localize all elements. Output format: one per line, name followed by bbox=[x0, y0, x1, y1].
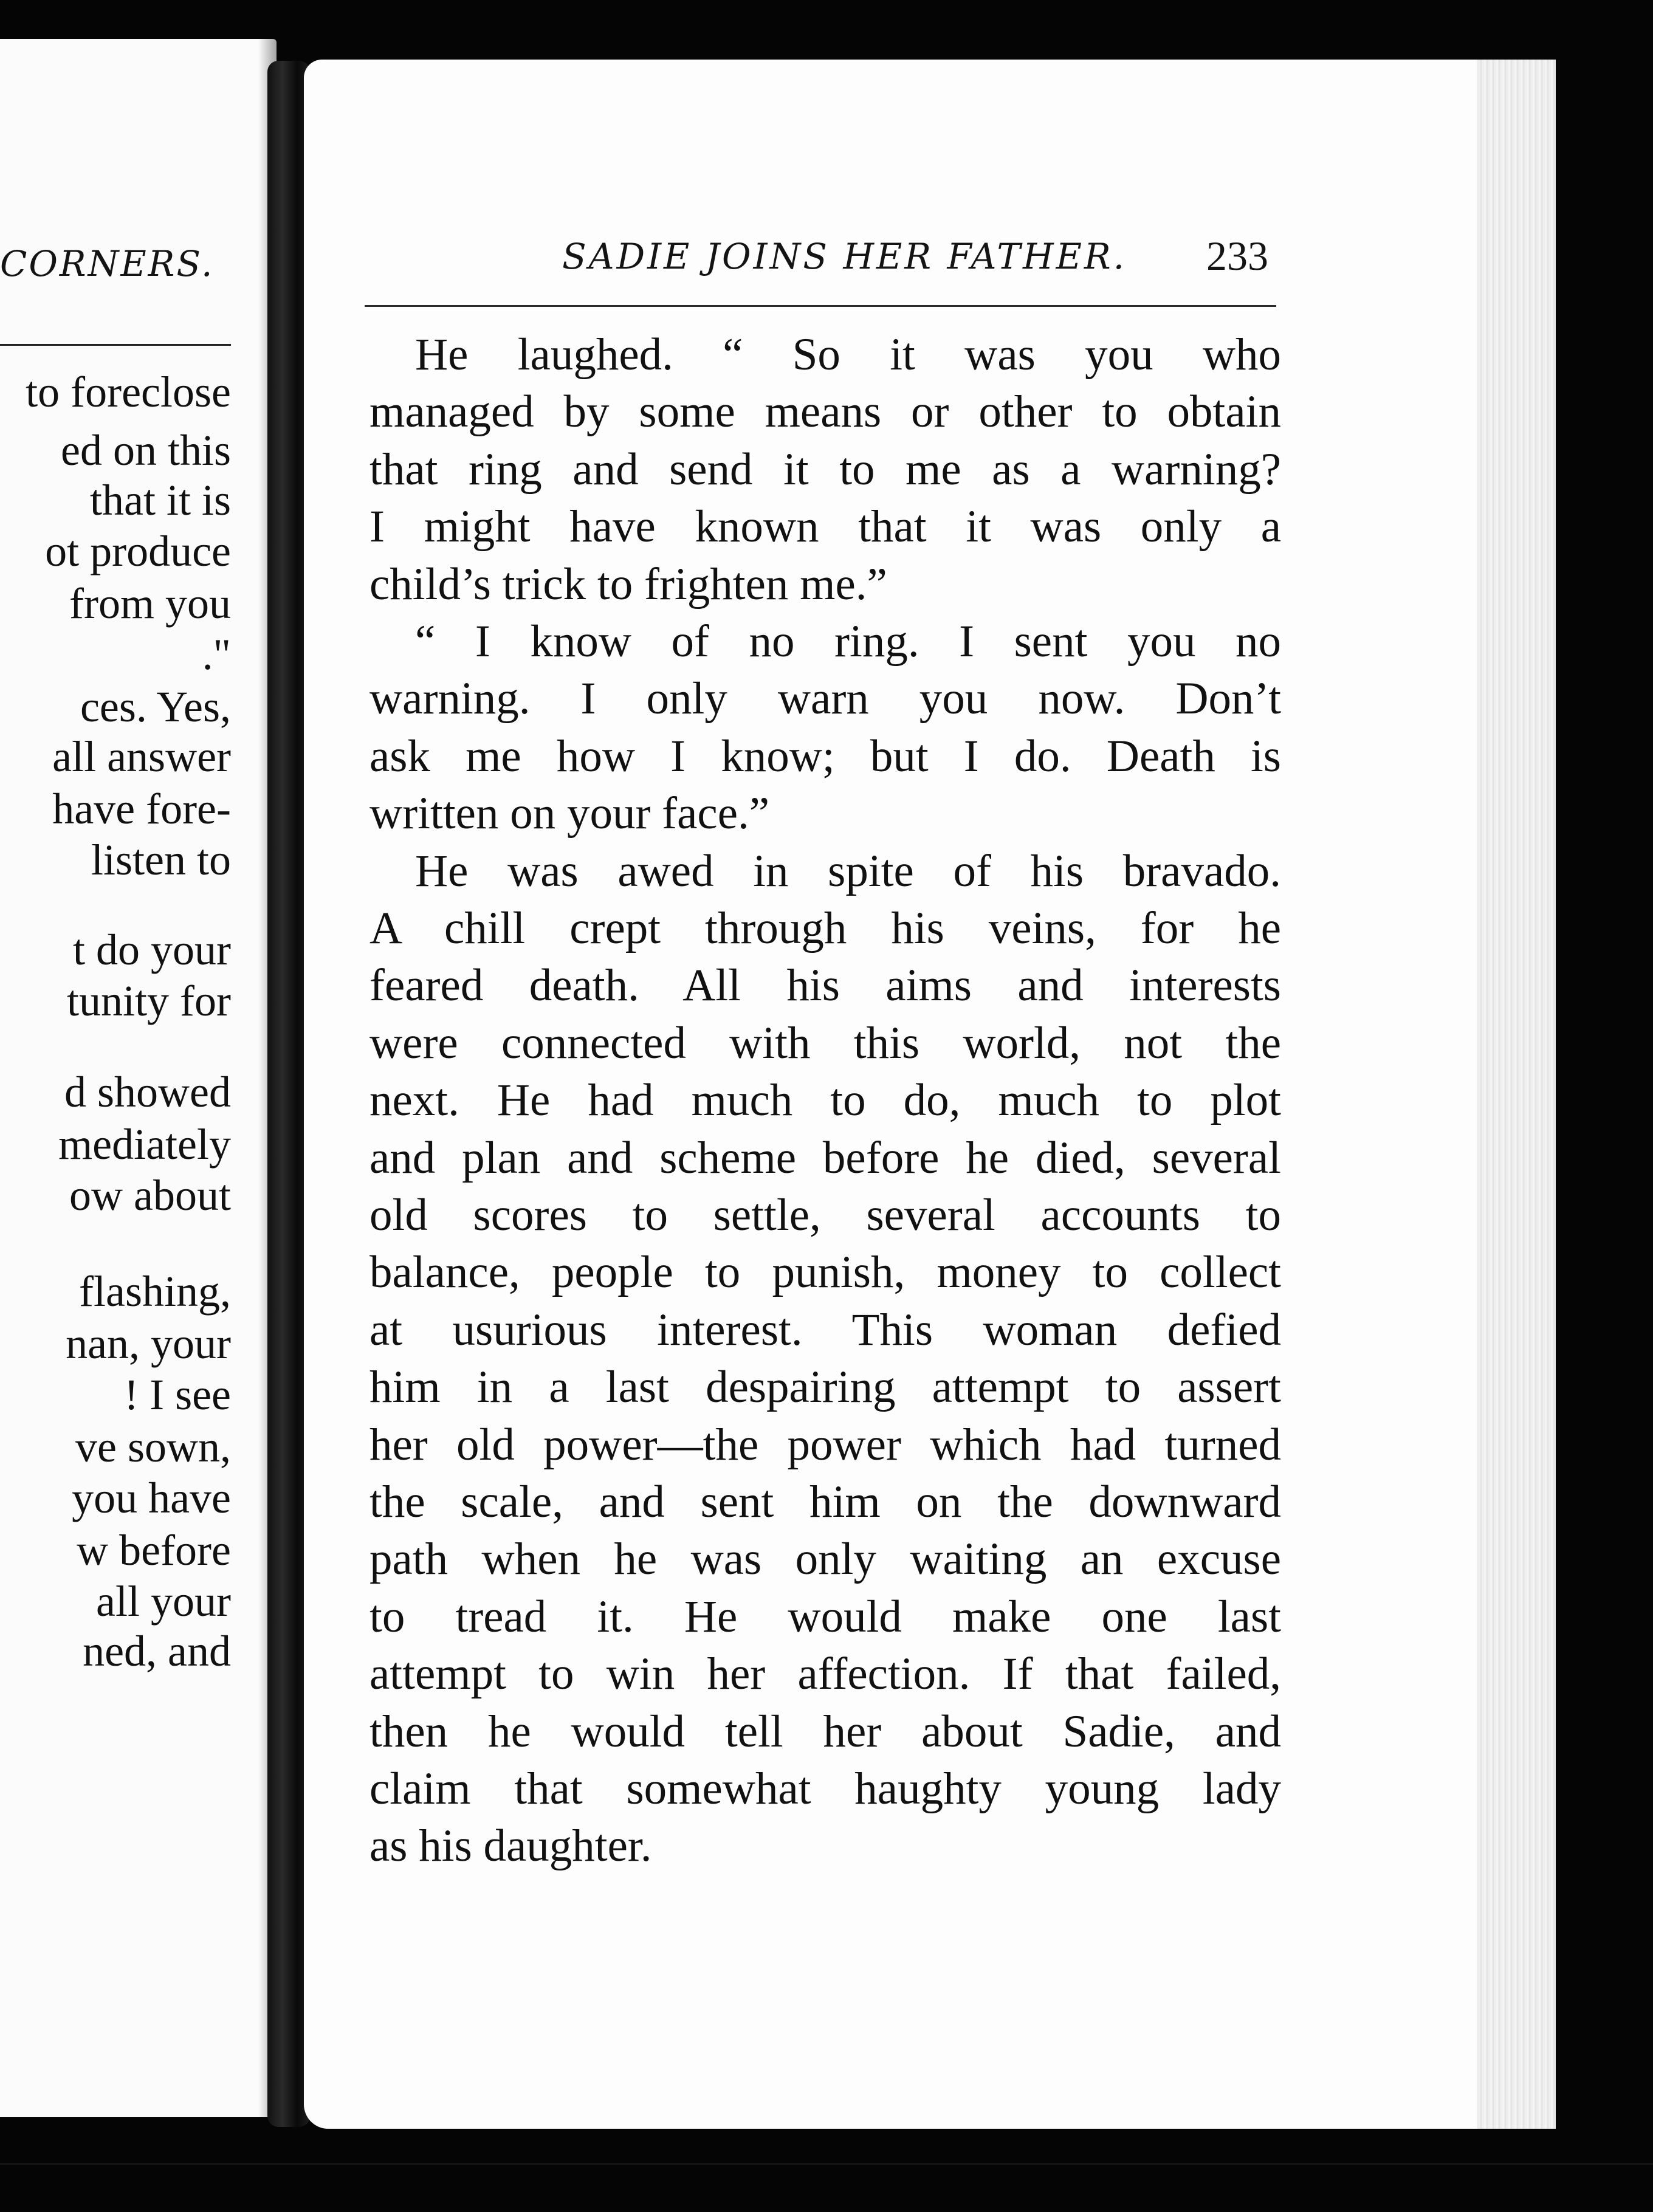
left-running-head: CORNERS. bbox=[0, 243, 215, 284]
left-text-line: t do your bbox=[73, 926, 231, 974]
left-text-line: listen to bbox=[91, 836, 231, 884]
body-text-line: ask me how I know; but I do. Death is bbox=[369, 731, 1281, 781]
body-text-line: written on your face.” bbox=[369, 788, 770, 839]
page-number: 233 bbox=[1206, 233, 1268, 279]
body-text-line: He laughed. “ So it was you who bbox=[415, 329, 1281, 380]
body-text-line: managed by some means or other to obtain bbox=[369, 386, 1281, 437]
left-text-line: nan, your bbox=[66, 1319, 231, 1368]
left-text-line: to foreclose bbox=[26, 368, 231, 416]
body-text-line: to tread it. He would make one last bbox=[369, 1592, 1281, 1642]
left-header-rule bbox=[0, 344, 231, 346]
left-text-line: ." bbox=[202, 630, 231, 679]
body-text-line: and plan and scheme before he died, several bbox=[369, 1133, 1281, 1183]
body-text-line: A chill crept through his veins, for he bbox=[369, 903, 1281, 953]
left-text-line: ve sown, bbox=[75, 1423, 231, 1471]
body-text-line: I might have known that it was only a bbox=[369, 501, 1281, 552]
body-text-line: were connected with this world, not the bbox=[369, 1018, 1281, 1068]
body-text-line: the scale, and sent him on the downward bbox=[369, 1477, 1281, 1527]
body-text-line: old scores to settle, several accounts to bbox=[369, 1190, 1281, 1240]
body-text-line: at usurious interest. This woman defied bbox=[369, 1305, 1281, 1355]
body-text-line: warning. I only warn you now. Don’t bbox=[369, 673, 1281, 724]
body-text-line: that ring and send it to me as a warning? bbox=[369, 444, 1281, 495]
body-text-line: balance, people to punish, money to collect bbox=[369, 1247, 1281, 1297]
body-text-line: path when he was only waiting an excuse bbox=[369, 1534, 1281, 1584]
body-text-line: her old power—the power which had turned bbox=[369, 1420, 1281, 1470]
left-text-line: d showed bbox=[64, 1068, 231, 1116]
left-text-line: ! I see bbox=[124, 1370, 231, 1419]
body-text-line: child’s trick to frighten me.” bbox=[369, 559, 887, 610]
body-text-line: as his daughter. bbox=[369, 1821, 652, 1871]
body-text-line: attempt to win her affection. If that failed, bbox=[369, 1649, 1281, 1699]
left-text-line: you have bbox=[72, 1474, 231, 1522]
left-text-line: tunity for bbox=[67, 977, 231, 1025]
left-text-line: from you bbox=[69, 579, 231, 628]
left-text-line: all answer bbox=[52, 732, 231, 781]
left-text-line: w before bbox=[77, 1526, 231, 1575]
body-text-line: claim that somewhat haughty young lady bbox=[369, 1764, 1281, 1814]
body-text-line: He was awed in spite of his bravado. bbox=[415, 846, 1281, 896]
left-facing-page bbox=[0, 39, 277, 2117]
left-text-line: ned, and bbox=[83, 1627, 231, 1675]
left-text-line: ow about bbox=[69, 1171, 231, 1220]
left-text-line: flashing, bbox=[79, 1267, 231, 1316]
body-text-line: next. He had much to do, much to plot bbox=[369, 1075, 1281, 1125]
page-stack-edge bbox=[1477, 60, 1556, 2129]
running-head: SADIE JOINS HER FATHER. bbox=[562, 236, 1127, 277]
body-text-line: then he would tell her about Sadie, and bbox=[369, 1706, 1281, 1757]
left-text-line: have fore- bbox=[52, 785, 231, 833]
body-text-line: “ I know of no ring. I sent you no bbox=[415, 616, 1281, 667]
header-rule bbox=[365, 305, 1276, 307]
right-page bbox=[304, 60, 1556, 2129]
left-text-line: that it is bbox=[90, 476, 231, 524]
scan-bottom-line bbox=[0, 2163, 1653, 2165]
left-text-line: ot produce bbox=[45, 527, 231, 575]
left-text-line: ed on this bbox=[61, 426, 231, 475]
left-text-line: all your bbox=[96, 1577, 231, 1626]
left-text-line: ces. Yes, bbox=[80, 682, 231, 731]
body-text-line: him in a last despairing attempt to assert bbox=[369, 1362, 1281, 1412]
body-text-line: feared death. All his aims and interests bbox=[369, 960, 1281, 1011]
left-text-line: mediately bbox=[58, 1120, 231, 1169]
